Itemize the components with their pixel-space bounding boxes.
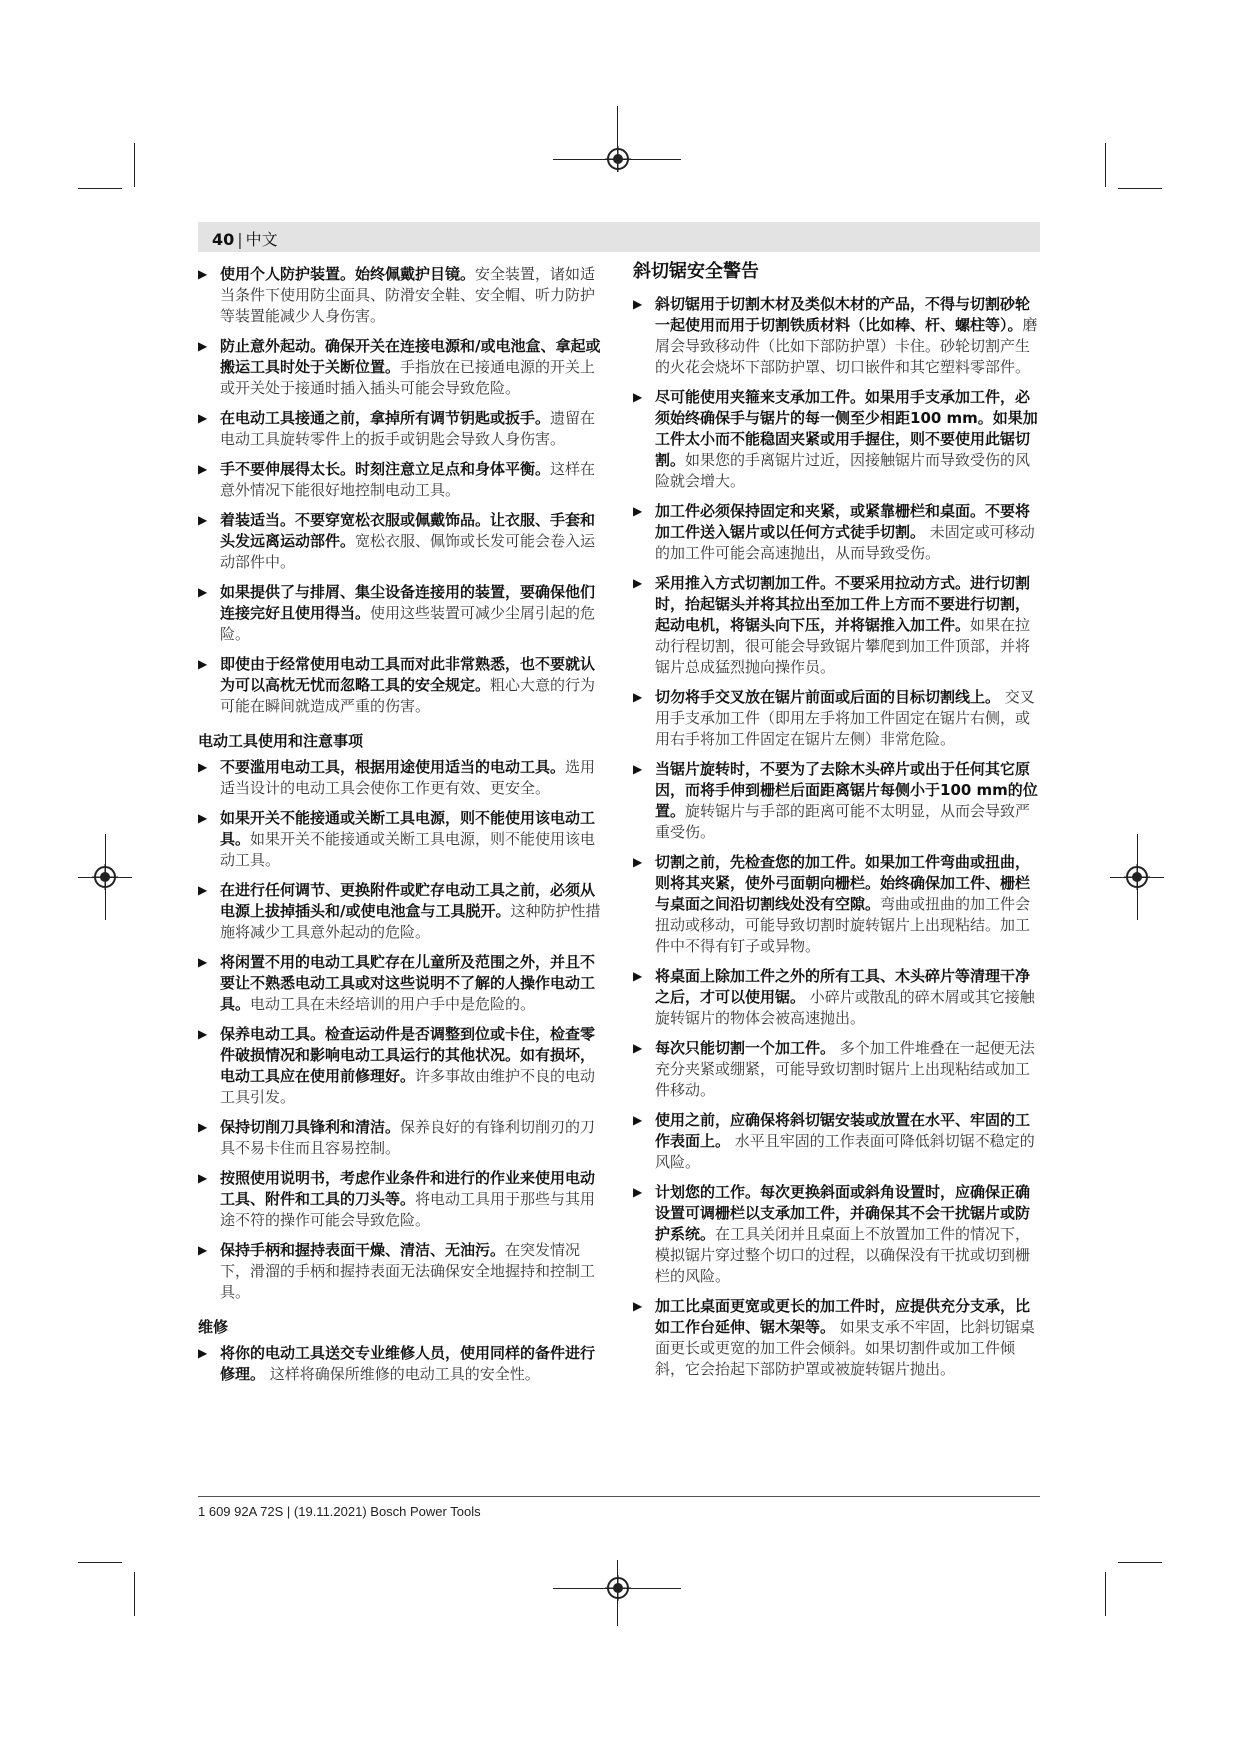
crop-mark — [1105, 1572, 1106, 1616]
item-normal-text: 手指放在已接通电源的开关上或开关处于接通时插入插头可能会导致危险。 — [220, 358, 596, 397]
item-bold-text: 如果开关不能接通或关断工具电源，则不能使用该电动工具。 — [220, 809, 596, 848]
triangle-bullet-icon: ▶ — [633, 762, 643, 776]
crop-mark — [105, 834, 106, 920]
triangle-bullet-icon: ▶ — [198, 760, 208, 774]
triangle-bullet-icon: ▶ — [633, 504, 643, 518]
triangle-bullet-icon: ▶ — [198, 883, 208, 897]
item-normal-text: 遗留在电动工具旋转零件上的扳手或钥匙会导致人身伤害。 — [220, 409, 596, 448]
crop-mark — [553, 159, 681, 160]
item-bold-text: 当锯片旋转时，不要为了去除木头碎片或出于任何其它原因，而将手伸到栅栏后面距离锯片每侧小于100 mm的位置。 — [655, 760, 1038, 820]
list-item — [633, 759, 1041, 843]
triangle-bullet-icon: ▶ — [633, 576, 643, 590]
list-item — [198, 808, 606, 871]
header-separator: | — [237, 230, 243, 249]
item-normal-text: 在突发情况下，滑溜的手柄和握持表面无法确保安全地握持和控制工具。 — [220, 1241, 596, 1301]
item-bold-text: 切勿将手交叉放在锯片前面或后面的目标切割线上。 — [655, 688, 1001, 706]
crop-mark — [553, 1588, 681, 1589]
triangle-bullet-icon: ▶ — [633, 390, 643, 404]
item-normal-text: 小碎片或散乱的碎木屑或其它接触旋转锯片的物体会被高速抛出。 — [655, 988, 1035, 1027]
item-bold-text: 保养电动工具。检查运动件是否调整到位或卡住，检查零件破损情况和影响电动工具运行的其他状况。如有损坏，电动工具应在使用前修理好。 — [220, 1025, 596, 1085]
item-normal-text: 宽松衣服、佩饰或长发可能会卷入运动部件中。 — [220, 532, 596, 571]
item-normal-text: 电动工具在未经培训的用户手中是危险的。 — [250, 995, 536, 1013]
item-normal-text: 未固定或可移动的加工件可能会高速抛出，从而导致受伤。 — [655, 523, 1035, 562]
list-item — [198, 654, 606, 717]
footer-divider — [198, 1496, 1040, 1497]
item-normal-text: 如果在拉动行程切割，很可能会导致锯片攀爬到加工件顶部，并将锯片总成猛烈抛向操作员。 — [655, 616, 1031, 676]
triangle-bullet-icon: ▶ — [198, 513, 208, 527]
list-item — [633, 1296, 1041, 1380]
item-bold-text: 按照使用说明书，考虑作业条件和进行的作业来使用电动工具、附件和工具的刀头等。 — [220, 1169, 596, 1208]
item-normal-text: 选用适当设计的电动工具会使你工作更有效、更安全。 — [220, 758, 596, 797]
right-column — [633, 261, 1041, 1389]
crop-mark — [1105, 143, 1106, 187]
item-bold-text: 将闲置不用的电动工具贮存在儿童所及范围之外，并且不要让不熟悉电动工具或对这些说明不了解的人操作电动工具。 — [220, 953, 596, 1013]
crop-mark — [134, 143, 135, 187]
triangle-bullet-icon: ▶ — [633, 690, 643, 704]
item-normal-text: 将电动工具用于那些与其用途不符的操作可能会导致危险。 — [220, 1190, 596, 1229]
list-item — [198, 880, 606, 943]
subhead-service: 维修 — [198, 1318, 229, 1336]
item-bold-text: 即使由于经常使用电动工具而对此非常熟悉，也不要就认为可以高枕无忧而忽略工具的安全规定。 — [220, 655, 596, 694]
crop-mark — [134, 1572, 135, 1616]
item-bold-text: 采用推入方式切割加工件。不要采用拉动方式。进行切割时，抬起锯头并将其拉出至加工件上方而不要进行切割，起动电机，将锯头向下压，并将锯推入加工件。 — [655, 574, 1031, 634]
section-title: 斜切锯安全警告 — [633, 261, 759, 282]
item-bold-text: 将你的电动工具送交专业维修人员，使用同样的备件进行修理。 — [220, 1344, 596, 1383]
item-normal-text: 水平且牢固的工作表面可降低斜切锯不稳定的风险。 — [655, 1132, 1035, 1171]
triangle-bullet-icon: ▶ — [198, 267, 208, 281]
list-item — [198, 459, 606, 501]
list-item — [633, 966, 1041, 1029]
item-bold-text: 尽可能使用夹箍来支承加工件。如果用手支承加工件，必须始终确保手与锯片的每一侧至少相距100 mm。如果加工件太小而不能稳固夹紧或用手握住，则不要使用此锯切割。 — [655, 388, 1038, 469]
item-bold-text: 切割之前，先检查您的加工件。如果加工件弯曲或扭曲，则将其夹紧，使外弓面朝向栅栏。始终确保加工件、栅栏与桌面之间沿切割线处没有空隙。 — [655, 853, 1031, 913]
triangle-bullet-icon: ▶ — [633, 297, 643, 311]
crop-mark — [78, 188, 122, 189]
item-normal-text: 弯曲或扭曲的加工件会扭动或移动，可能导致切割时旋转锯片上出现粘结。加工件中不得有钉子或异物。 — [655, 895, 1031, 955]
item-bold-text: 在进行任何调节、更换附件或贮存电动工具之前，必须从电源上拔掉插头和/或使电池盒与工具脱开。 — [220, 881, 596, 920]
item-normal-text: 粗心大意的行为可能在瞬间就造成严重的伤害。 — [220, 676, 596, 715]
item-normal-text: 如果支承不牢固，比斜切锯桌面更长或更宽的加工件会倾斜。如果切割件或加工件倾斜，它会抬起下部防护罩或被旋转锯片抛出。 — [655, 1318, 1035, 1378]
footer-text: 1 609 92A 72S | (19.11.2021) Bosch Power Tools — [198, 1504, 481, 1519]
left-list-a — [198, 264, 606, 717]
list-item — [198, 1117, 606, 1159]
page-header — [198, 222, 1040, 252]
list-item — [633, 1038, 1041, 1101]
crop-mark — [78, 1562, 122, 1563]
item-normal-text: 这样将确保所维修的电动工具的安全性。 — [265, 1365, 540, 1383]
list-item — [633, 294, 1041, 378]
subhead-tool-use: 电动工具使用和注意事项 — [198, 732, 364, 750]
list-item — [198, 1240, 606, 1303]
triangle-bullet-icon: ▶ — [198, 1243, 208, 1257]
crop-mark — [1137, 834, 1138, 920]
crop-mark — [617, 106, 618, 172]
list-item — [633, 573, 1041, 678]
list-item — [198, 408, 606, 450]
left-list-b — [198, 757, 606, 1303]
page-number: 40 — [212, 230, 235, 249]
triangle-bullet-icon: ▶ — [198, 657, 208, 671]
list-item — [198, 582, 606, 645]
item-bold-text: 加工件必须保持固定和夹紧，或紧靠栅栏和桌面。不要将加工件送入锯片或以任何方式徒手切割。 — [655, 502, 1031, 541]
list-item — [633, 1182, 1041, 1287]
left-column — [198, 264, 606, 1394]
item-bold-text: 不要滥用电动工具，根据用途使用适当的电动工具。 — [220, 758, 566, 776]
item-normal-text: 磨屑会导致移动件（比如下部防护罩）卡住。砂轮切割产生的火花会烧坏下部防护罩、切口嵌件和其它塑料零部件。 — [655, 316, 1038, 376]
triangle-bullet-icon: ▶ — [198, 339, 208, 353]
triangle-bullet-icon: ▶ — [633, 855, 643, 869]
item-bold-text: 使用之前，应确保将斜切锯安装或放置在水平、牢固的工作表面上。 — [655, 1111, 1031, 1150]
item-normal-text: 安全装置，诸如适当条件下使用防尘面具、防滑安全鞋、安全帽、听力防护等装置能减少人身伤害。 — [220, 265, 596, 325]
list-item — [198, 336, 606, 399]
left-list-c — [198, 1343, 606, 1385]
triangle-bullet-icon: ▶ — [198, 811, 208, 825]
triangle-bullet-icon: ▶ — [633, 969, 643, 983]
triangle-bullet-icon: ▶ — [633, 1113, 643, 1127]
header-language: 中文 — [245, 230, 278, 249]
item-bold-text: 着装适当。不要穿宽松衣服或佩戴饰品。让衣服、手套和头发远离运动部件。 — [220, 511, 596, 550]
list-item — [633, 501, 1041, 564]
item-normal-text: 在工具关闭并且桌面上不放置加工件的情况下，模拟锯片穿过整个切口的过程，以确保没有干扰或切到栅栏的风险。 — [655, 1225, 1031, 1285]
item-normal-text: 使用这些装置可减少尘屑引起的危险。 — [220, 604, 596, 643]
triangle-bullet-icon: ▶ — [198, 1346, 208, 1360]
triangle-bullet-icon: ▶ — [633, 1299, 643, 1313]
list-item — [198, 1343, 606, 1385]
crop-mark — [1118, 188, 1162, 189]
list-item — [633, 687, 1041, 750]
item-bold-text: 使用个人防护装置。始终佩戴护目镜。 — [220, 265, 476, 283]
item-normal-text: 这种防护性措施将减少工具意外起动的危险。 — [220, 902, 601, 941]
list-item — [198, 952, 606, 1015]
item-bold-text: 防止意外起动。确保开关在连接电源和/或电池盒、拿起或搬运工具时处于关断位置。 — [220, 337, 601, 376]
list-item — [198, 510, 606, 573]
triangle-bullet-icon: ▶ — [198, 1120, 208, 1134]
list-item — [633, 387, 1041, 492]
item-normal-text: 这样在意外情况下能很好地控制电动工具。 — [220, 460, 596, 499]
list-item — [198, 757, 606, 799]
item-bold-text: 斜切锯用于切割木材及类似木材的产品，不得与切割砂轮一起使用而用于切割铁质材料（比如棒、杆、螺柱等）。 — [655, 295, 1031, 334]
item-normal-text: 旋转锯片与手部的距离可能不太明显，从而会导致严重受伤。 — [655, 802, 1031, 841]
item-normal-text: 保养良好的有锋利切削刃的刀具不易卡住而且容易控制。 — [220, 1118, 596, 1157]
item-normal-text: 多个加工件堆叠在一起便无法充分夹紧或绷紧，可能导致切割时锯片上出现粘结或加工件移动。 — [655, 1039, 1035, 1099]
item-bold-text: 计划您的工作。每次更换斜面或斜角设置时，应确保正确设置可调栅栏以支承加工件，并确保其不会干扰锯片或防护系统。 — [655, 1183, 1031, 1243]
item-normal-text: 许多事故由维护不良的电动工具引发。 — [220, 1067, 596, 1106]
triangle-bullet-icon: ▶ — [198, 585, 208, 599]
list-item — [633, 852, 1041, 957]
crop-mark — [1118, 1562, 1162, 1563]
item-bold-text: 加工比桌面更宽或更长的加工件时，应提供充分支承，比如工作台延伸、锯木架等。 — [655, 1297, 1031, 1336]
item-bold-text: 保持切削刀具锋利和清洁。 — [220, 1118, 401, 1136]
item-bold-text: 每次只能切割一个加工件。 — [655, 1039, 836, 1057]
triangle-bullet-icon: ▶ — [198, 462, 208, 476]
triangle-bullet-icon: ▶ — [198, 1171, 208, 1185]
item-normal-text: 交叉用手支承加工件（即用左手将加工件固定在锯片右侧，或用右手将加工件固定在锯片左侧）非常危险。 — [655, 688, 1035, 748]
list-item — [198, 1024, 606, 1108]
item-normal-text: 如果您的手离锯片过近，因接触锯片而导致受伤的风险就会增大。 — [655, 451, 1031, 490]
list-item — [198, 1168, 606, 1231]
list-item — [633, 1110, 1041, 1173]
item-bold-text: 保持手柄和握持表面干燥、清洁、无油污。 — [220, 1241, 506, 1259]
item-bold-text: 如果提供了与排屑、集尘设备连接用的装置，要确保他们连接完好且使用得当。 — [220, 583, 596, 622]
triangle-bullet-icon: ▶ — [198, 955, 208, 969]
right-list — [633, 294, 1041, 1380]
item-bold-text: 将桌面上除加工件之外的所有工具、木头碎片等清理干净之后，才可以使用锯。 — [655, 967, 1031, 1006]
triangle-bullet-icon: ▶ — [198, 411, 208, 425]
list-item — [198, 264, 606, 327]
crop-mark — [617, 1560, 618, 1626]
item-bold-text: 手不要伸展得太长。时刻注意立足点和身体平衡。 — [220, 460, 551, 478]
item-bold-text: 在电动工具接通之前，拿掉所有调节钥匙或扳手。 — [220, 409, 551, 427]
triangle-bullet-icon: ▶ — [198, 1027, 208, 1041]
item-normal-text: 如果开关不能接通或关断工具电源，则不能使用该电动工具。 — [220, 830, 596, 869]
triangle-bullet-icon: ▶ — [633, 1185, 643, 1199]
triangle-bullet-icon: ▶ — [633, 1041, 643, 1055]
